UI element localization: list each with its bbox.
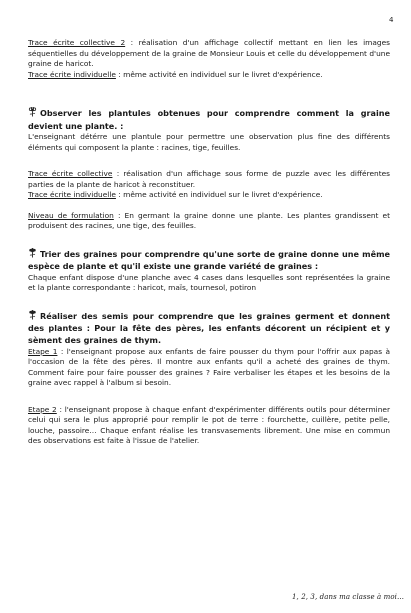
- trace-puzzle-paragraph: [28, 169, 390, 190]
- etape-1-text: : l'enseignant propose aux enfants de faire pousser du thym pour l'offrir aux papas à l'occasion de la fête des pères. Il montre aux enfants qu'il a acheté des graines de thym. Comment faire pour faire pousser des graines ? Faire verbaliser les étapes et les besoins de la graine avec rappel à l'album si besoin.: [28, 346, 390, 388]
- footer-signature: 1, 2, 3, dans ma classe à moi…: [292, 593, 405, 601]
- page-content: [28, 38, 390, 447]
- section-semis-title: [28, 310, 390, 347]
- trace-individuelle-2-text: : même activité en individuel sur le livret d'expérience.: [115, 190, 323, 200]
- section-trier-title-text: Trier des graines pour comprendre qu'une sorte de graine donne une même espèce de plante et qu'il existe une grande variété de graines :: [28, 248, 390, 272]
- etape-2-paragraph: [28, 405, 390, 447]
- flower-icon: [28, 310, 37, 324]
- section-observer-title: [28, 107, 390, 132]
- trace-individuelle-text: : même activité en individuel sur le livret d'expérience.: [115, 69, 323, 79]
- niveau-formulation-text: : En germant la graine donne une plante. Les plantes grandissent et produisent des racines, une tige, des feuilles.: [28, 210, 391, 231]
- trace-puzzle-label: Trace écrite collective: [28, 169, 113, 179]
- trace-individuelle-2-label: Trace écrite individuelle: [28, 190, 116, 200]
- niveau-formulation-label: Niveau de formulation: [28, 210, 114, 220]
- trace-individuelle-2-paragraph: [28, 190, 390, 201]
- trace-collective-2-paragraph: [28, 38, 390, 70]
- trace-individuelle-paragraph: [28, 70, 390, 81]
- section-observer-text: L'enseignant détérre une plantule pour permettre une observation plus fine des différents éléments qui composent la plante : racines, tige, feuilles.: [28, 132, 390, 152]
- flower-icon: [28, 107, 37, 121]
- trace-collective-2-text: : réalisation d'un affichage collectif mettant en lien les images séquentielles du développement de la graine de Monsieur Louis et celle du développement d'une graine de haricot.: [28, 38, 390, 68]
- etape-2-text: : l'enseignant propose à chaque enfant d'expérimenter différents outils pour déterminer celui qui sera le plus approprié pour remplir le pot de terre : fourchette, cuillère, petite pelle, louche, passoire… Chaque enfant réalise les transvasements librement. Une mise en commun des observations est faite à l'issue de l'atelier.: [28, 404, 390, 446]
- section-observer-title-text: Observer les plantules obtenues pour comprendre comment la graine devient une plante. :: [28, 108, 390, 131]
- flower-icon: [28, 248, 37, 262]
- etape-1-paragraph: [28, 347, 390, 389]
- trace-puzzle-text: : réalisation d'un affichage sous forme de puzzle avec les différentes parties de la plante de haricot à reconstituer.: [28, 169, 390, 189]
- niveau-formulation-paragraph: [28, 211, 390, 232]
- section-trier-title: [28, 248, 390, 273]
- trace-collective-2-label: Trace écrite collective 2: [28, 38, 126, 47]
- trace-individuelle-label: Trace écrite individuelle: [28, 69, 116, 79]
- page-number: 4: [389, 16, 394, 24]
- section-semis-title-text: Réaliser des semis pour comprendre que les graines germent et donnent des plantes : Pour la fête des pères, les enfants décorent un récipient et y sèment des graines de thym.: [28, 310, 390, 346]
- section-trier-text: Chaque enfant dispose d'une planche avec 4 cases dans lesquelles sont représentées la graine et la plante correspondante : haricot, maïs, tournesol, potiron: [28, 272, 390, 293]
- etape-1-label: Etape 1: [28, 346, 58, 356]
- etape-2-label: Etape 2: [28, 404, 57, 414]
